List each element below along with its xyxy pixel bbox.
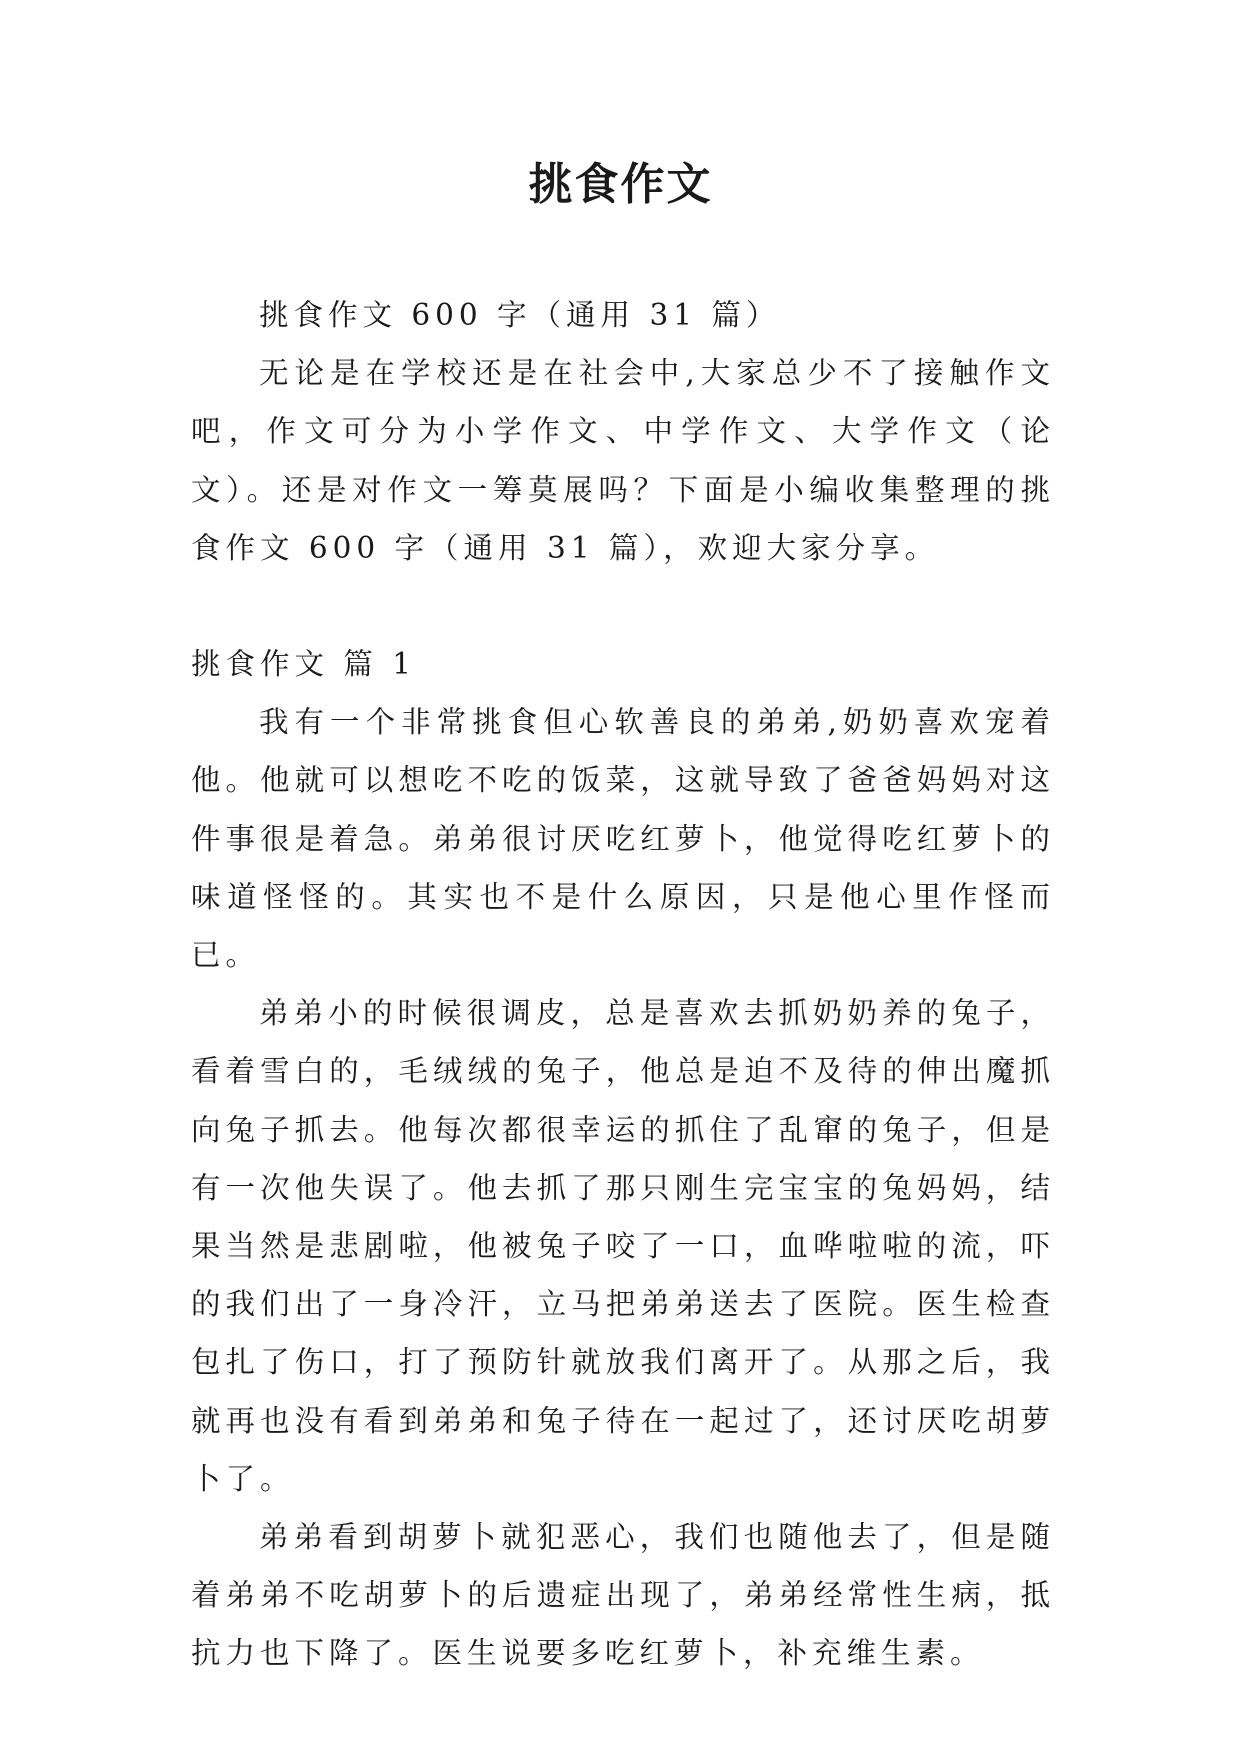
- section-heading: 挑食作文 篇 1: [191, 647, 417, 682]
- paragraph-spacer: [191, 577, 1055, 635]
- body-paragraph-1: 我有一个非常挑食但心软善良的弟弟,奶奶喜欢宠着他。他就可以想吃不吃的饭菜，这就导致了爸爸妈妈对这件事很是着急。弟弟很讨厌吃红萝卜，他觉得吃红萝卜的味道怪怪的。其实也不是什么原因，只是他心里作怪而已。: [191, 705, 1055, 973]
- document-title: 挑食作文: [528, 159, 713, 210]
- article-subtitle: 挑食作文 600 字（通用 31 篇）: [259, 298, 781, 332]
- body-paragraph-3: 弟弟看到胡萝卜就犯恶心，我们也随他去了，但是随着弟弟不吃胡萝卜的后遗症出现了，弟弟经常性生病，抵抗力也下降了。医生说要多吃红萝卜，补充维生素。: [191, 1520, 1055, 1671]
- document-body: [191, 286, 1055, 1683]
- body-paragraph-2: 弟弟小的时候很调皮，总是喜欢去抓奶奶养的兔子，看着雪白的，毛绒绒的兔子，他总是迫不及待的伸出魔抓向兔子抓去。他每次都很幸运的抓住了乱窜的兔子，但是有一次他失误了。他去抓了那只刚生完宝宝的兔妈妈，结果当然是悲剧啦，他被兔子咬了一口，血哗啦啦的流，吓的我们出了一身冷汗，立马把弟弟送去了医院。医生检查包扎了伤口，打了预防针就放我们离开了。从那之后，我就再也没有看到弟弟和兔子待在一起过了，还讨厌吃胡萝卜了。: [191, 996, 1055, 1496]
- intro-paragraph: 无论是在学校还是在社会中,大家总少不了接触作文吧，作文可分为小学作文、中学作文、大学作文（论文）。还是对作文一筹莫展吗？下面是小编收集整理的挑食作文 600 字（通用 31 篇），欢迎大家分享。: [191, 356, 1055, 565]
